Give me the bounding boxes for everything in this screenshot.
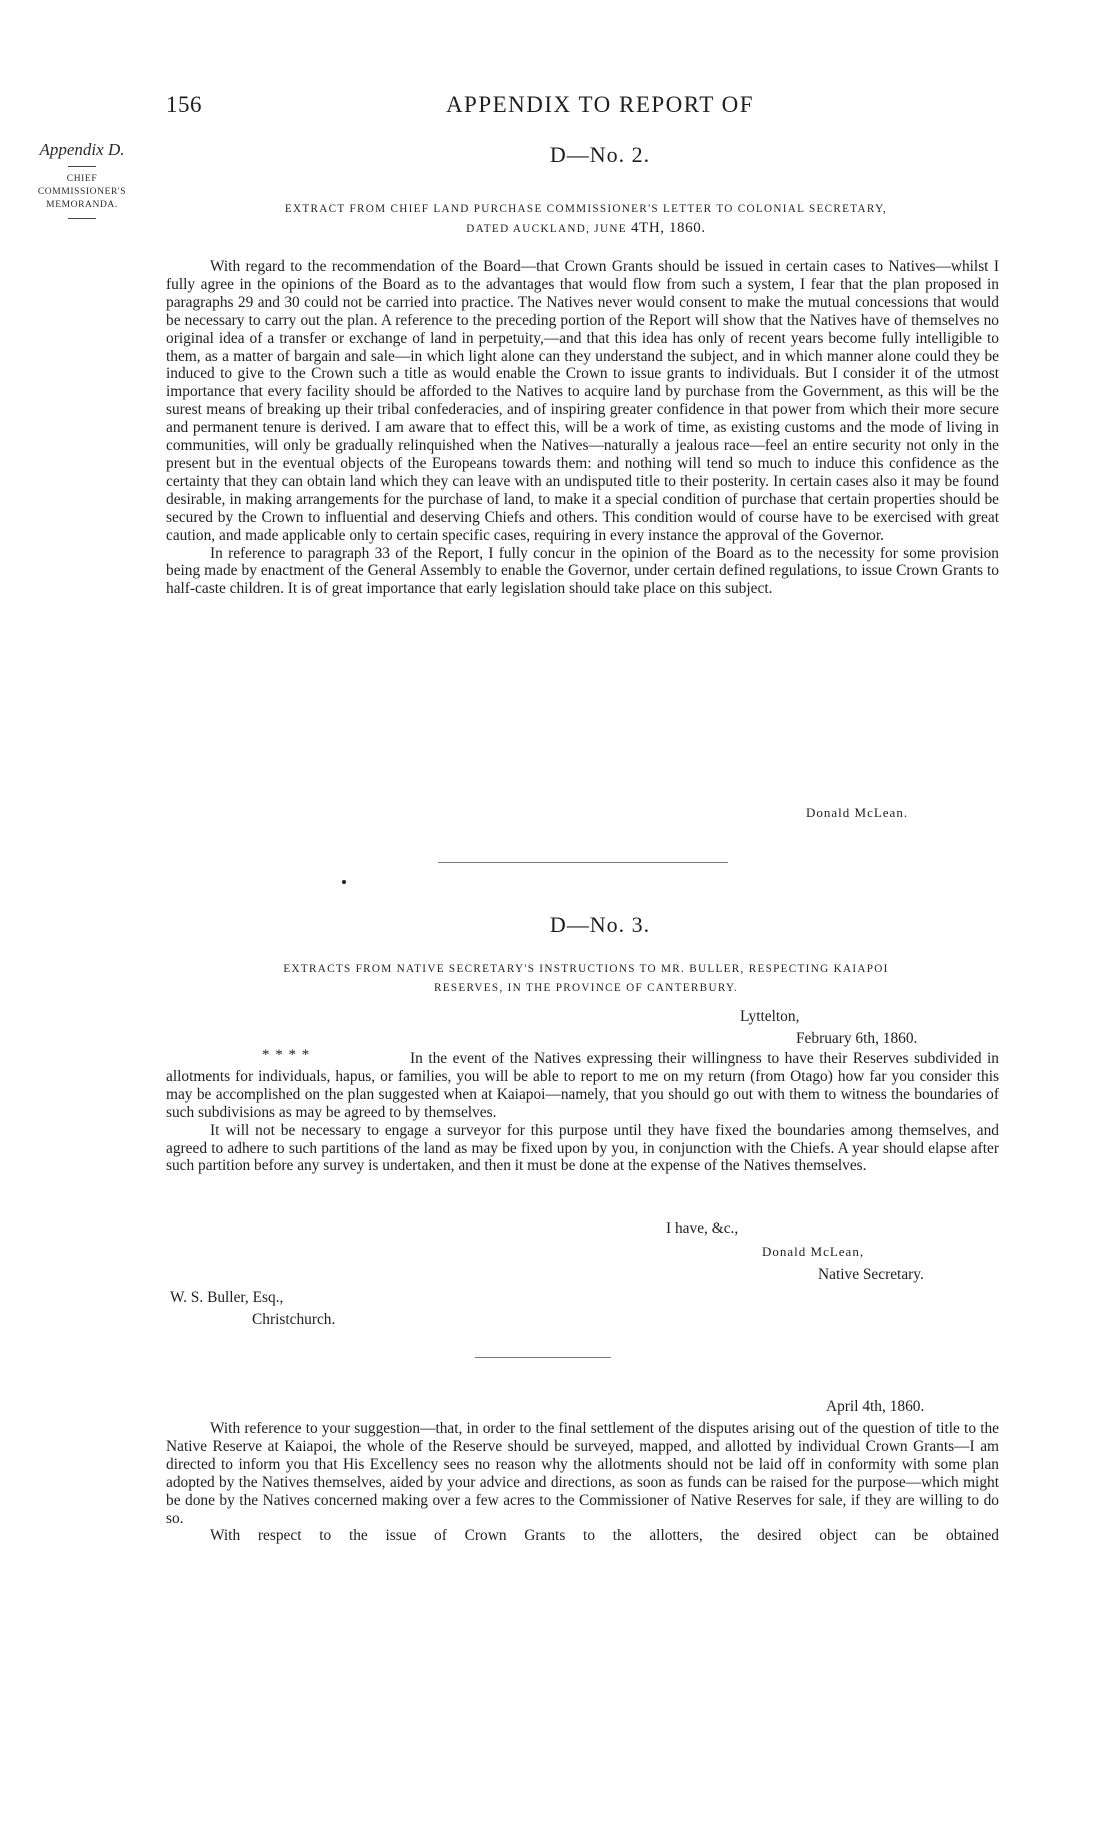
margin-line-3: MEMORANDA. <box>46 200 118 210</box>
margin-appendix-label: Appendix D. <box>39 140 125 159</box>
running-title: APPENDIX TO REPORT OF <box>445 92 755 117</box>
signature: Donald McLean, <box>762 1244 865 1259</box>
margin-rule <box>68 218 96 219</box>
section-body-d3 <box>166 1047 999 1175</box>
section-divider <box>438 862 728 863</box>
margin-line-2: COMMISSIONER'S <box>37 187 127 197</box>
body-paragraph: In reference to paragraph 33 of the Report, I fully concur in the opinion of the Board as to the necessity for some provision being made by enactment of the General Assembly to enable the Governor, under certain defined regulations, to issue Crown Grants to half-caste children. It is of great importance that early legislation should take place on this subject. <box>166 544 999 598</box>
body-paragraph: It will not be necessary to engage a surveyor for this purpose until they have fixed the boundaries among themselves, and agreed to adhere to such partitions of the land as may be fixed upon by you, in conjunction with the Chiefs. A year should elapse after such partition before any survey is undertaken, and then it must be done at the expense of the Natives themselves. <box>166 1121 999 1175</box>
asterisks: * * * * <box>262 1047 311 1063</box>
caption-line-2: RESERVES, IN THE PROVINCE OF CANTERBURY. <box>434 982 738 994</box>
letter-date: February 6th, 1860. <box>796 1030 918 1047</box>
addressee-name: W. S. Buller, Esq., <box>170 1289 284 1306</box>
body-paragraph: In the event of the Natives expressing their willingness to have their Reserves subdivided in allotments for individuals, hapus, or families, you will be able to report to me on my return (from Otago) how far you consider this may be accomplished on the plan suggested when at Kaiapoi—namely, that you should go out with them to witness the boundaries of such subdivisions as may be agreed to by themselves. <box>166 1050 999 1121</box>
section-caption-d2 <box>166 200 1006 239</box>
page-number: 156 <box>166 92 202 117</box>
caption-line-1: EXTRACT FROM CHIEF LAND PURCHASE COMMISSIONER'S LETTER TO COLONIAL SECRETARY, <box>284 203 888 215</box>
section-heading-d3: D—No. 3. <box>549 912 651 937</box>
letter-place: Lyttelton, <box>740 1008 800 1025</box>
signature-title: Native Secretary. <box>818 1266 924 1283</box>
body-paragraph: With reference to your suggestion—that, in order to the final settlement of the disputes arising out of the question of title to the Native Reserve at Kaiapoi, the whole of the Reserve should be surveyed, mapped, and allotted by individual Crown Grants—I am directed to inform you that His Excellency sees no reason why the allotments should not be laid off in conformity with some plan adopted by the Natives themselves, aided by your advice and directions, as soon as funds can be raised for the purpose—which might be done by the Natives concerned making over a few acres to the Commissioner of Native Reserves for sale, if they are willing to do so. <box>166 1420 999 1527</box>
section-heading-d2: D—No. 2. <box>549 142 651 167</box>
margin-line-1: CHIEF <box>66 174 98 184</box>
letter-date-2: April 4th, 1860. <box>826 1398 925 1415</box>
caption-date: 4TH, 1860. <box>630 220 706 236</box>
body-paragraph: With respect to the issue of Crown Grants to the allotters, the desired object can be obtained <box>210 1527 999 1545</box>
ink-dot <box>342 880 346 884</box>
letter-closing: I have, &c., <box>666 1220 739 1237</box>
addressee-place: Christchurch. <box>252 1311 336 1328</box>
section-body-d3-continued <box>166 1420 999 1545</box>
signature: Donald McLean. <box>806 805 909 820</box>
section-body-d2 <box>166 258 999 598</box>
caption-line-1: EXTRACTS FROM NATIVE SECRETARY'S INSTRUCTIONS TO MR. BULLER, RESPECTING KAIAPOI <box>283 963 889 975</box>
caption-line-2-text: DATED AUCKLAND, JUNE <box>466 223 627 235</box>
caption-line-2 <box>166 219 1006 239</box>
section-caption-d3 <box>166 960 1006 998</box>
body-paragraph-with-asterisks <box>166 1047 999 1122</box>
margin-rule <box>68 166 96 167</box>
letter-divider <box>475 1357 611 1358</box>
margin-note <box>18 140 146 225</box>
body-paragraph: With regard to the recommendation of the Board—that Crown Grants should be issued in certain cases to Natives—whilst I fully agree in the opinions of the Board as to the advantages that would flow from such a system, I fear that the plan proposed in paragraphs 29 and 30 could not be carried into practice. The Natives never would consent to make the mutual concessions that would be necessary to carry out the plan. A reference to the preceding portion of the Report will show that the Natives have of themselves no original idea of a transfer or exchange of land in perpetuity,—and that this idea has only of recent years become fully intelligible to them, as a matter of bargain and sale—in which light alone can they understand the subject, and in which manner alone could they be induced to give to the Crown such a title as would enable the Crown to issue grants to individuals. But I consider it of the utmost importance that every facility should be afforded to the Natives to acquire land by purchase from the Government, as this will be the surest means of breaking up their tribal confederacies, and of inspiring greater confidence in that power from which their more secure and permanent tenure is derived. I am aware that to effect this, will be a work of time, as existing customs and the mode of living in communities, will only be gradually relinquished when the Natives—naturally a jealous race—feel an entire security not only in the present but in the eventual objects of the Europeans towards them: and nothing will tend so much to induce this confidence as the certainty that they can obtain land which they can leave with an undisputed title to their posterity. In certain cases also it may be found desirable, in making arrangements for the purchase of land, to make it a special condition of purchase that certain properties should be secured by the Crown to influential and deserving Chiefs and others. This condition would of course have to be exercised with great caution, and made applicable only to certain specific cases, requiring in every instance the approval of the Governor. <box>166 258 999 544</box>
